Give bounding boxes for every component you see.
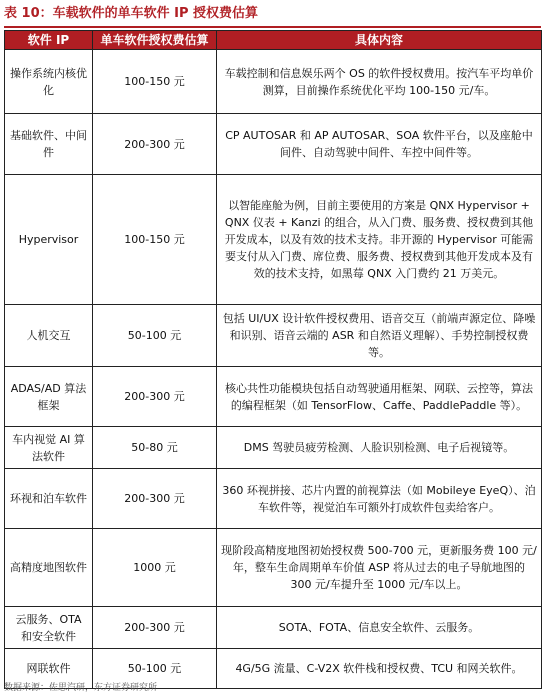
- cell-fee: 50-80 元: [93, 427, 217, 469]
- cell-software-ip: 车内视觉 AI 算法软件: [5, 427, 93, 469]
- table-row: [5, 427, 542, 469]
- table-row: [5, 175, 542, 305]
- cell-fee: 50-100 元: [93, 305, 217, 367]
- cell-software-ip: 高精度地图软件: [5, 529, 93, 607]
- table-header-row: [5, 31, 542, 50]
- cell-fee: 200-300 元: [93, 469, 217, 529]
- cell-fee: 100-150 元: [93, 50, 217, 114]
- header-software-ip: 软件 IP: [5, 31, 93, 50]
- cell-software-ip: ADAS/AD 算法框架: [5, 367, 93, 427]
- cell-content: 360 环视拼接、芯片内置的前视算法（如 Mobileye EyeQ）、泊车软件等，视觉泊车可额外打成软件包卖给客户。: [217, 469, 542, 529]
- table-row: [5, 50, 542, 114]
- cell-fee: 200-300 元: [93, 367, 217, 427]
- cell-software-ip: 网联软件: [5, 649, 93, 689]
- table-row: [5, 114, 542, 175]
- cell-fee: 200-300 元: [93, 114, 217, 175]
- cell-fee: 200-300 元: [93, 607, 217, 649]
- cell-fee: 100-150 元: [93, 175, 217, 305]
- cell-software-ip: 云服务、OTA 和安全软件: [5, 607, 93, 649]
- cell-content: 核心共性功能模块包括自动驾驶通用框架、网联、云控等，算法的编程框架（如 TensorFlow、Caffe、PaddlePaddle 等）。: [217, 367, 542, 427]
- cell-software-ip: 操作系统内核优化: [5, 50, 93, 114]
- table-row: [5, 367, 542, 427]
- cell-fee: 1000 元: [93, 529, 217, 607]
- cell-software-ip: 环视和泊车软件: [5, 469, 93, 529]
- table-row: [5, 529, 542, 607]
- cell-content: SOTA、FOTA、信息安全软件、云服务。: [217, 607, 542, 649]
- cell-content: 以智能座舱为例，目前主要使用的方案是 QNX Hypervisor + QNX 仪表 + Kanzi 的组合，从入门费、服务费、授权费到其他开发成本，以及有效的技术支持。非开源的 Hypervisor 可能需要支付从入门费、席位费、服务费、授权费到其他开发成本及有效的技术支持，如黑莓 QNX 入门费约 21 万美元。: [217, 175, 542, 305]
- cell-software-ip: 人机交互: [5, 305, 93, 367]
- table-row: [5, 305, 542, 367]
- table-title: 表 10：车载软件的单车软件 IP 授权费估算: [4, 6, 259, 21]
- cell-content: 4G/5G 流量、C-V2X 软件栈和授权费、TCU 和网关软件。: [217, 649, 542, 689]
- cell-content: CP AUTOSAR 和 AP AUTOSAR、SOA 软件平台，以及座舱中间件、自动驾驶中间件、车控中间件等。: [217, 114, 542, 175]
- cell-content: DMS 驾驶员疲劳检测、人脸识别检测、电子后视镜等。: [217, 427, 542, 469]
- cell-content: 现阶段高精度地图初始授权费 500-700 元，更新服务费 100 元/年，整车生命周期单车价值 ASP 将从过去的电子导航地图的 300 元/车提升至 1000 元/车以上。: [217, 529, 542, 607]
- table-title-bar: [4, 4, 541, 28]
- cell-content: 车载控制和信息娱乐两个 OS 的软件授权费用。按汽车平均单价测算，目前操作系统优化平均 100-150 元/车。: [217, 50, 542, 114]
- cell-software-ip: 基础软件、中间件: [5, 114, 93, 175]
- source-note: 数据来源：佐思汽研，东方证券研究所: [4, 683, 158, 693]
- header-fee-estimate: 单车软件授权费估算: [93, 31, 217, 50]
- header-content: 具体内容: [217, 31, 542, 50]
- table-row: [5, 469, 542, 529]
- table-row: [5, 607, 542, 649]
- cell-content: 包括 UI/UX 设计软件授权费用、语音交互（前端声源定位、降噪和识别、语音云端的 ASR 和自然语义理解）、手势控制授权费等。: [217, 305, 542, 367]
- license-fee-table: [4, 30, 542, 689]
- cell-fee: 50-100 元: [93, 649, 217, 689]
- cell-software-ip: Hypervisor: [5, 175, 93, 305]
